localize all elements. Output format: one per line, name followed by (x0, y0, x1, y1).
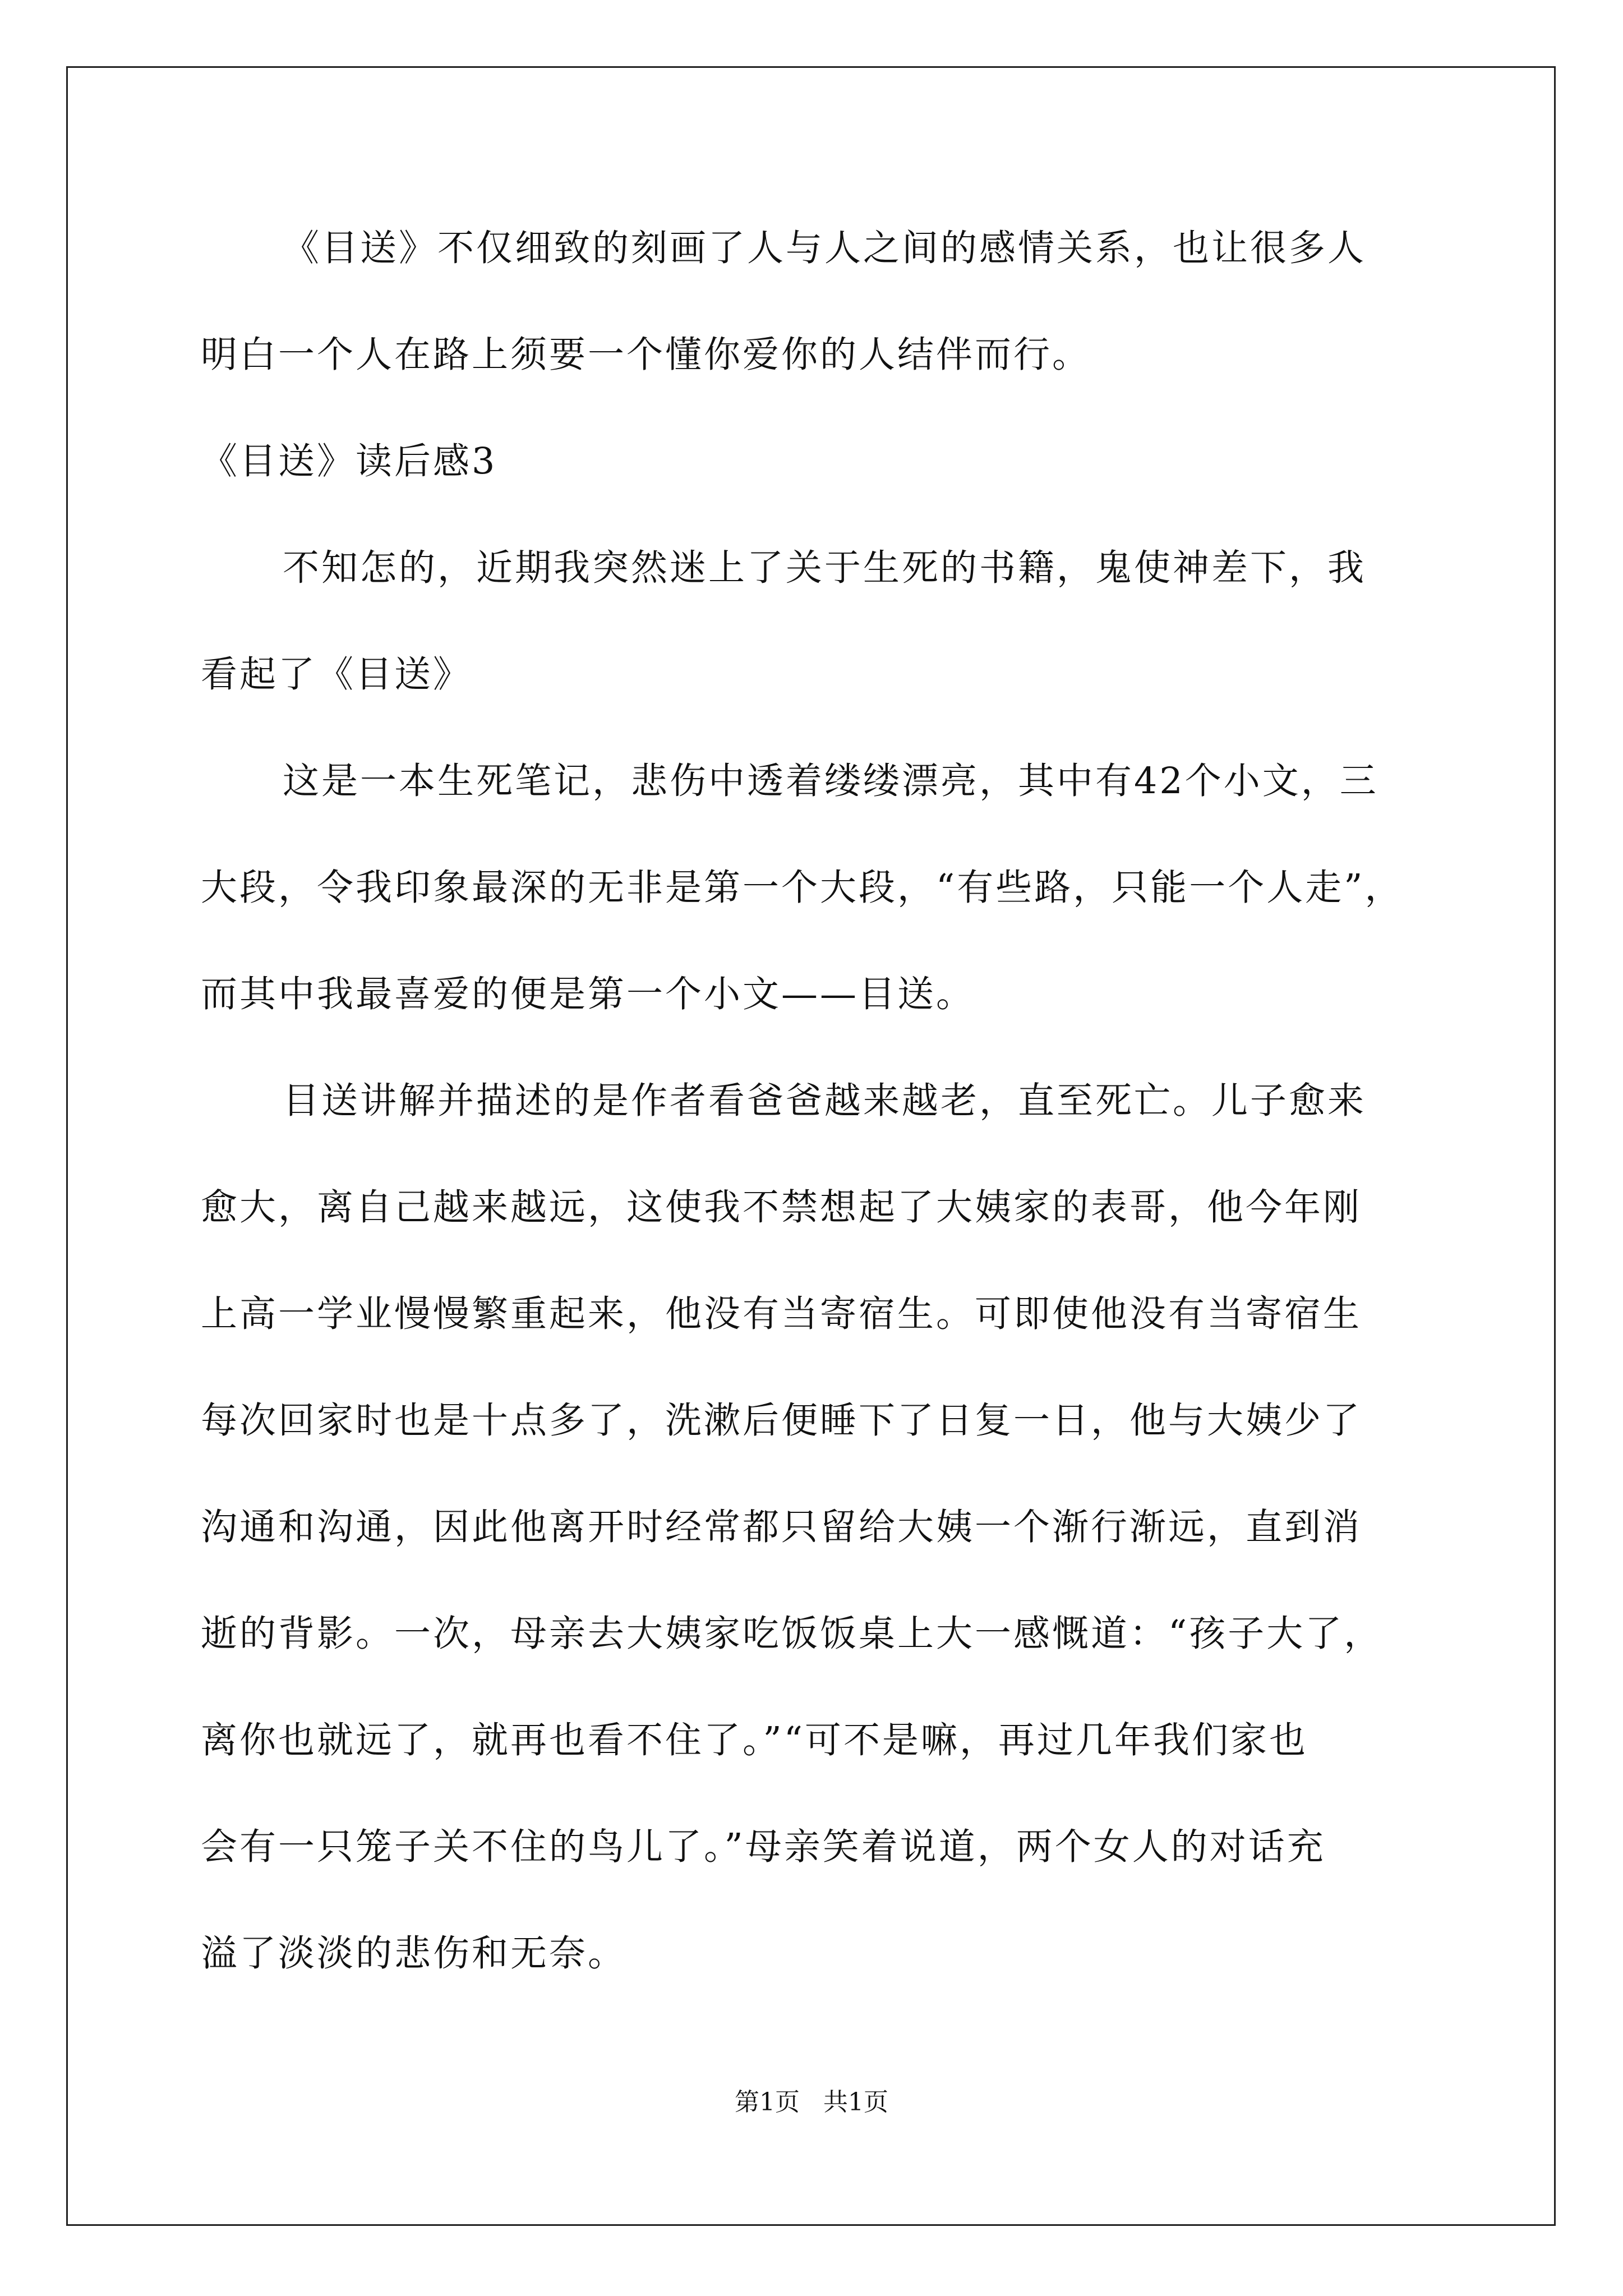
text-line: 每次回家时也是十点多了，洗漱后便睡下了日复一日，他与大姨少了 (201, 1400, 1362, 1442)
text-line: 明白一个人在路上须要一个懂你爱你的人结伴而行。 (201, 334, 1091, 376)
text-line: 愈大，离自己越来越远，这使我不禁想起了大姨家的表哥，他今年刚 (201, 1186, 1362, 1228)
text-line: 《目送》不仅细致的刻画了人与人之间的感情关系，也让很多人 (283, 227, 1367, 269)
document-body (201, 222, 1423, 2033)
text-line: 这是一本生死笔记，悲伤中透着缕缕漂亮，其中有42个小文，三 (283, 760, 1378, 802)
text-line: 上高一学业慢慢繁重起来，他没有当寄宿生。可即使他没有当寄宿生 (201, 1293, 1362, 1335)
text-line: 看起了《目送》 (201, 654, 472, 696)
text-line: 逝的背影。一次，母亲去大姨家吃饭饭桌上大一感慨道：“孩子大了， (201, 1613, 1383, 1655)
text-line: 目送讲解并描述的是作者看爸爸越来越老，直至死亡。儿子愈来 (283, 1080, 1367, 1122)
text-line: 会有一只笼子关不住的鸟儿了。”母亲笑着说道，两个女人的对话充 (201, 1826, 1326, 1868)
text-line: 大段，令我印象最深的无非是第一个大段，“有些路，只能一个人走”， (201, 867, 1404, 909)
section-heading: 《目送》读后感3 (201, 440, 497, 482)
text-line: 沟通和沟通，因此他离开时经常都只留给大姨一个渐行渐远，直到消 (201, 1506, 1362, 1548)
page-number: 第1页 共1页 (735, 2088, 888, 2116)
text-line: 溢了淡淡的悲伤和无奈。 (201, 1932, 627, 1975)
text-line: 不知怎的，近期我突然迷上了关于生死的书籍，鬼使神差下，我 (283, 547, 1367, 589)
text-line: 离你也就远了，就再也看不住了。”“可不是嘛，再过几年我们家也 (201, 1719, 1308, 1761)
text-line: 而其中我最喜爱的便是第一个小文——目送。 (201, 973, 975, 1015)
